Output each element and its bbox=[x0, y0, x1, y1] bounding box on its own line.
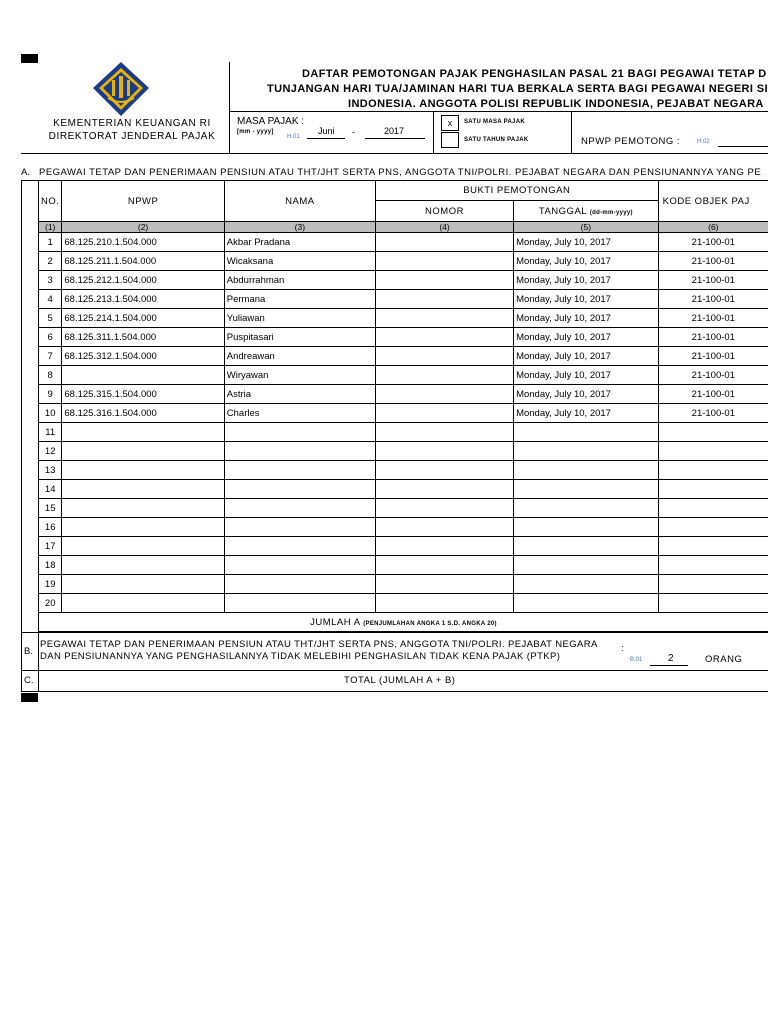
registration-mark-top bbox=[21, 54, 38, 63]
row-nama[interactable]: Wiryawan bbox=[224, 366, 375, 385]
row-tanggal[interactable] bbox=[514, 556, 659, 575]
row-kode[interactable] bbox=[658, 518, 768, 537]
row-nama[interactable]: Astria bbox=[224, 385, 375, 404]
row-npwp[interactable]: 68.125.316.1.504.000 bbox=[62, 404, 224, 423]
row-no: 15 bbox=[39, 499, 62, 518]
row-npwp[interactable] bbox=[62, 575, 224, 594]
section-b-line-1: PEGAWAI TETAP DAN PENERIMAAN PENSIUN ATAU THT/JHT SERTA PNS, ANGGOTA TNI/POLRI. PEJABAT NEGARA bbox=[40, 639, 598, 650]
row-nomor[interactable] bbox=[375, 328, 513, 347]
row-npwp[interactable]: 68.125.312.1.504.000 bbox=[62, 347, 224, 366]
row-nama[interactable] bbox=[224, 442, 375, 461]
row-nama[interactable]: Akbar Pradana bbox=[224, 233, 375, 252]
row-no: 1 bbox=[39, 233, 62, 252]
row-kode[interactable]: 21-100-01 bbox=[658, 328, 768, 347]
row-npwp[interactable] bbox=[62, 556, 224, 575]
satu-masa-label: SATU MASA PAJAK bbox=[464, 119, 526, 125]
table-row bbox=[39, 271, 768, 290]
row-nomor[interactable] bbox=[375, 461, 513, 480]
table-row bbox=[39, 537, 768, 556]
masa-month-field[interactable]: Juni bbox=[318, 126, 335, 136]
header-nomor: NOMOR bbox=[375, 201, 513, 222]
row-nama[interactable]: Yuliawan bbox=[224, 309, 375, 328]
row-nama[interactable]: Andreawan bbox=[224, 347, 375, 366]
row-tanggal[interactable]: Monday, July 10, 2017 bbox=[514, 252, 659, 271]
row-nomor[interactable] bbox=[375, 385, 513, 404]
npwp-underline bbox=[718, 146, 768, 147]
table-row bbox=[39, 461, 768, 480]
row-no: 14 bbox=[39, 480, 62, 499]
row-nama[interactable] bbox=[224, 575, 375, 594]
row-npwp[interactable] bbox=[62, 366, 224, 385]
row-nomor[interactable] bbox=[375, 347, 513, 366]
row-nama[interactable]: Permana bbox=[224, 290, 375, 309]
section-b-divider bbox=[38, 632, 39, 692]
form-title-line-1: DAFTAR PEMOTONGAN PAJAK PENGHASILAN PASAL 21 BAGI PEGAWAI TETAP D bbox=[302, 68, 767, 80]
row-nomor[interactable] bbox=[375, 271, 513, 290]
row-nomor[interactable] bbox=[375, 537, 513, 556]
row-nomor[interactable] bbox=[375, 518, 513, 537]
header-bottom-rule bbox=[21, 153, 768, 154]
header-tanggal bbox=[514, 201, 659, 222]
row-nama[interactable]: Abdurrahman bbox=[224, 271, 375, 290]
row-no: 19 bbox=[39, 575, 62, 594]
npwp-pemotong-label: NPWP PEMOTONG : bbox=[581, 136, 680, 147]
section-c-label: C. bbox=[24, 675, 34, 686]
section-b-top-rule bbox=[21, 632, 768, 633]
section-b-colon: : bbox=[621, 643, 624, 653]
row-kode[interactable] bbox=[658, 442, 768, 461]
row-tanggal[interactable] bbox=[514, 461, 659, 480]
row-npwp[interactable] bbox=[62, 480, 224, 499]
row-tanggal[interactable]: Monday, July 10, 2017 bbox=[514, 290, 659, 309]
row-kode[interactable]: 21-100-01 bbox=[658, 309, 768, 328]
row-no: 11 bbox=[39, 423, 62, 442]
row-tanggal[interactable] bbox=[514, 480, 659, 499]
masa-pajak-code: H.01 bbox=[287, 134, 300, 140]
row-kode[interactable]: 21-100-01 bbox=[658, 271, 768, 290]
table-top-rule bbox=[21, 180, 38, 181]
header-rule bbox=[229, 111, 768, 112]
row-tanggal[interactable]: Monday, July 10, 2017 bbox=[514, 309, 659, 328]
row-no: 18 bbox=[39, 556, 62, 575]
table-row bbox=[39, 385, 768, 404]
row-nama[interactable] bbox=[224, 537, 375, 556]
row-npwp[interactable]: 68.125.315.1.504.000 bbox=[62, 385, 224, 404]
header-kode: KODE OBJEK PAJ bbox=[658, 181, 768, 222]
row-nama[interactable]: Puspitasari bbox=[224, 328, 375, 347]
section-a-label: A. bbox=[21, 167, 30, 178]
row-no: 6 bbox=[39, 328, 62, 347]
colnum: (2) bbox=[62, 222, 224, 233]
row-kode[interactable] bbox=[658, 423, 768, 442]
header-bukti: BUKTI PEMOTONGAN bbox=[375, 181, 658, 201]
jumlah-a-note: (PENJUMLAHAN ANGKA 1 S.D. ANGKA 20) bbox=[363, 620, 497, 627]
row-nomor[interactable] bbox=[375, 252, 513, 271]
row-tanggal[interactable] bbox=[514, 575, 659, 594]
jumlah-a-label: JUMLAH A bbox=[310, 616, 361, 628]
row-kode[interactable] bbox=[658, 499, 768, 518]
row-no: 20 bbox=[39, 594, 62, 613]
table-row bbox=[39, 233, 768, 252]
header-npwp: NPWP bbox=[62, 181, 224, 222]
row-tanggal[interactable] bbox=[514, 518, 659, 537]
header-tanggal-label: TANGGAL bbox=[538, 205, 587, 217]
row-nama[interactable]: Wicaksana bbox=[224, 252, 375, 271]
form-bottom-rule bbox=[21, 691, 768, 692]
row-npwp[interactable] bbox=[62, 499, 224, 518]
table-row bbox=[39, 423, 768, 442]
row-nomor[interactable] bbox=[375, 404, 513, 423]
section-b-label: B. bbox=[24, 646, 33, 657]
org-line-2: DIREKTORAT JENDERAL PAJAK bbox=[48, 131, 216, 142]
row-nama[interactable] bbox=[224, 518, 375, 537]
row-kode[interactable]: 21-100-01 bbox=[658, 404, 768, 423]
section-c-top-rule bbox=[21, 670, 768, 671]
row-nama[interactable]: Charles bbox=[224, 404, 375, 423]
table-row bbox=[39, 480, 768, 499]
form-title-line-3: INDONESIA. ANGGOTA POLISI REPUBLIK INDONESIA, PEJABAT NEGARA bbox=[348, 98, 764, 110]
satu-tahun-checkbox[interactable] bbox=[441, 132, 459, 148]
table-row bbox=[39, 309, 768, 328]
row-nomor[interactable] bbox=[375, 594, 513, 613]
withholding-table bbox=[38, 180, 768, 632]
satu-masa-checkbox[interactable]: x bbox=[441, 115, 459, 131]
table-row bbox=[39, 328, 768, 347]
section-b-value[interactable]: 2 bbox=[668, 653, 674, 664]
colnum: (4) bbox=[375, 222, 513, 233]
row-kode[interactable]: 21-100-01 bbox=[658, 290, 768, 309]
row-kode[interactable] bbox=[658, 480, 768, 499]
row-npwp[interactable] bbox=[62, 461, 224, 480]
npwp-divider bbox=[571, 111, 572, 153]
row-no: 5 bbox=[39, 309, 62, 328]
row-kode[interactable] bbox=[658, 461, 768, 480]
row-no: 17 bbox=[39, 537, 62, 556]
row-tanggal[interactable] bbox=[514, 423, 659, 442]
row-nomor[interactable] bbox=[375, 480, 513, 499]
colnum: (3) bbox=[224, 222, 375, 233]
row-tanggal[interactable]: Monday, July 10, 2017 bbox=[514, 233, 659, 252]
header-divider bbox=[229, 62, 230, 153]
row-npwp[interactable] bbox=[62, 423, 224, 442]
colnum: (1) bbox=[39, 222, 62, 233]
section-c-text: TOTAL (JUMLAH A + B) bbox=[344, 675, 456, 686]
masa-pajak-format: [mm - yyyy] bbox=[237, 129, 274, 135]
masa-divider bbox=[433, 111, 434, 153]
row-tanggal[interactable]: Monday, July 10, 2017 bbox=[514, 328, 659, 347]
section-b-underline bbox=[650, 665, 688, 666]
row-nomor[interactable] bbox=[375, 366, 513, 385]
row-nomor[interactable] bbox=[375, 556, 513, 575]
row-no: 16 bbox=[39, 518, 62, 537]
row-tanggal[interactable]: Monday, July 10, 2017 bbox=[514, 366, 659, 385]
jumlah-a-row bbox=[39, 613, 768, 632]
row-npwp[interactable] bbox=[62, 442, 224, 461]
row-nomor[interactable] bbox=[375, 233, 513, 252]
row-nomor[interactable] bbox=[375, 309, 513, 328]
row-kode[interactable]: 21-100-01 bbox=[658, 233, 768, 252]
row-no: 13 bbox=[39, 461, 62, 480]
row-npwp[interactable]: 68.125.210.1.504.000 bbox=[62, 233, 224, 252]
year-underline bbox=[365, 138, 425, 139]
row-nomor[interactable] bbox=[375, 423, 513, 442]
row-tanggal[interactable]: Monday, July 10, 2017 bbox=[514, 271, 659, 290]
row-no: 7 bbox=[39, 347, 62, 366]
row-no: 10 bbox=[39, 404, 62, 423]
table-row bbox=[39, 347, 768, 366]
row-nama[interactable] bbox=[224, 480, 375, 499]
masa-year-field[interactable]: 2017 bbox=[384, 126, 405, 136]
row-tanggal[interactable]: Monday, July 10, 2017 bbox=[514, 404, 659, 423]
row-npwp[interactable]: 68.125.211.1.504.000 bbox=[62, 252, 224, 271]
org-line-1: KEMENTERIAN KEUANGAN RI bbox=[53, 118, 211, 129]
row-npwp[interactable]: 68.125.213.1.504.000 bbox=[62, 290, 224, 309]
row-kode[interactable] bbox=[658, 556, 768, 575]
form-title-line-2: TUNJANGAN HARI TUA/JAMINAN HARI TUA BERKALA SERTA BAGI PEGAWAI NEGERI SI bbox=[267, 83, 768, 95]
table-row bbox=[39, 575, 768, 594]
table-row bbox=[39, 290, 768, 309]
header-nama: NAMA bbox=[224, 181, 375, 222]
registration-mark-bottom bbox=[21, 693, 38, 702]
row-tanggal[interactable] bbox=[514, 537, 659, 556]
row-kode[interactable]: 21-100-01 bbox=[658, 347, 768, 366]
row-kode[interactable]: 21-100-01 bbox=[658, 252, 768, 271]
table-row bbox=[39, 556, 768, 575]
row-npwp[interactable]: 68.125.214.1.504.000 bbox=[62, 309, 224, 328]
row-kode[interactable] bbox=[658, 537, 768, 556]
row-npwp[interactable]: 68.125.212.1.504.000 bbox=[62, 271, 224, 290]
masa-dash: - bbox=[352, 127, 355, 137]
table-row bbox=[39, 518, 768, 537]
row-nama[interactable] bbox=[224, 423, 375, 442]
row-nomor[interactable] bbox=[375, 290, 513, 309]
table-row bbox=[39, 252, 768, 271]
npwp-pemotong-code: H.02 bbox=[697, 139, 710, 145]
row-npwp[interactable] bbox=[62, 594, 224, 613]
row-kode[interactable] bbox=[658, 575, 768, 594]
kemenkeu-logo bbox=[90, 60, 152, 118]
section-b-code: B.01 bbox=[630, 657, 643, 663]
row-no: 12 bbox=[39, 442, 62, 461]
row-no: 2 bbox=[39, 252, 62, 271]
table-row bbox=[39, 499, 768, 518]
row-tanggal[interactable]: Monday, July 10, 2017 bbox=[514, 385, 659, 404]
row-nomor[interactable] bbox=[375, 575, 513, 594]
row-kode[interactable]: 21-100-01 bbox=[658, 366, 768, 385]
left-frame-line bbox=[21, 180, 22, 692]
colnum: (6) bbox=[658, 222, 768, 233]
section-b-line-2: DAN PENSIUNANNYA YANG PENGHASILANNYA TIDAK MELEBIHI PENGHASILAN TIDAK KENA PAJAK (PTKP) bbox=[40, 651, 561, 662]
colnum: (5) bbox=[514, 222, 659, 233]
row-kode[interactable] bbox=[658, 594, 768, 613]
row-no: 4 bbox=[39, 290, 62, 309]
row-npwp[interactable] bbox=[62, 518, 224, 537]
month-underline bbox=[307, 138, 345, 139]
row-nomor[interactable] bbox=[375, 499, 513, 518]
row-tanggal[interactable]: Monday, July 10, 2017 bbox=[514, 347, 659, 366]
row-kode[interactable]: 21-100-01 bbox=[658, 385, 768, 404]
row-nama[interactable] bbox=[224, 461, 375, 480]
section-b-unit: ORANG bbox=[705, 654, 743, 665]
row-npwp[interactable] bbox=[62, 537, 224, 556]
table-row bbox=[39, 594, 768, 613]
table-row bbox=[39, 366, 768, 385]
satu-tahun-label: SATU TAHUN PAJAK bbox=[464, 137, 529, 143]
row-nomor[interactable] bbox=[375, 442, 513, 461]
row-nama[interactable] bbox=[224, 594, 375, 613]
table-row bbox=[39, 442, 768, 461]
header-no: NO. bbox=[39, 181, 62, 222]
row-tanggal[interactable] bbox=[514, 499, 659, 518]
row-nama[interactable] bbox=[224, 499, 375, 518]
row-no: 8 bbox=[39, 366, 62, 385]
table-row bbox=[39, 404, 768, 423]
row-no: 3 bbox=[39, 271, 62, 290]
masa-pajak-label: MASA PAJAK : bbox=[237, 116, 305, 127]
section-a-text: PEGAWAI TETAP DAN PENERIMAAN PENSIUN ATAU THT/JHT SERTA PNS, ANGGOTA TNI/POLRI. PEJABAT NEGARA DAN PENSIUNANNYA YANG PE bbox=[39, 167, 762, 178]
row-npwp[interactable]: 68.125.311.1.504.000 bbox=[62, 328, 224, 347]
row-tanggal[interactable] bbox=[514, 594, 659, 613]
row-no: 9 bbox=[39, 385, 62, 404]
row-nama[interactable] bbox=[224, 556, 375, 575]
header-tanggal-format: (dd-mm-yyyy) bbox=[589, 209, 633, 216]
row-tanggal[interactable] bbox=[514, 442, 659, 461]
